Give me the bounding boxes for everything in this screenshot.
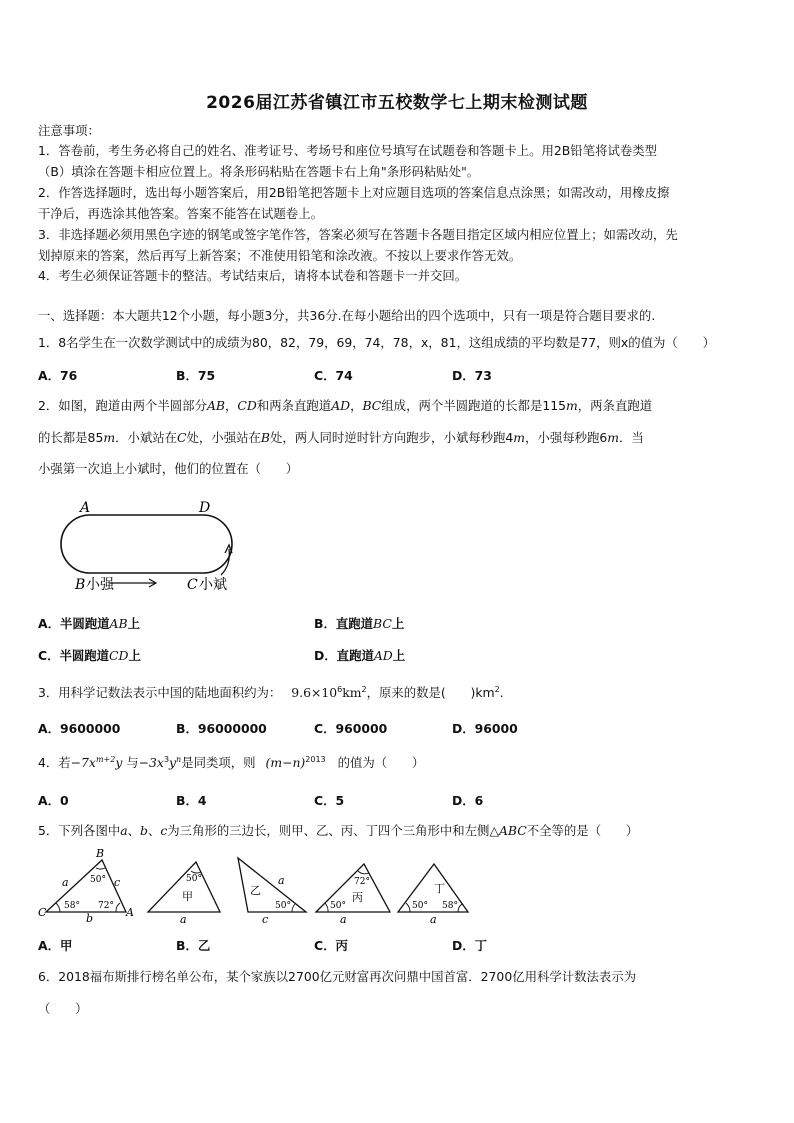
q3-stem <box>38 683 504 701</box>
angle-arc <box>96 868 105 869</box>
q2-text: ， <box>350 398 363 413</box>
q3-option-d: D．96000 <box>452 721 518 736</box>
q5-option-d: D．丁 <box>452 938 488 953</box>
angle-arc <box>116 903 120 912</box>
q4-term1-y: y <box>115 755 123 770</box>
q1-option-b: B．75 <box>176 368 216 383</box>
q5-text: 不全等的是（ ） <box>526 823 639 838</box>
q2-math: m <box>607 430 620 445</box>
q5-text: 5．下列各图中 <box>38 823 121 838</box>
q1-stem: 1．8名学生在一次数学测试中的成绩为80，82，79，69，74，78，x，81，这组成绩的平均数是77，则x的值为（ ） <box>38 335 715 350</box>
option-text: 上 <box>128 648 141 663</box>
q3-option-a: A．9600000 <box>38 721 121 736</box>
triangles-figure <box>38 846 478 928</box>
side-label-a: a <box>340 913 347 926</box>
angle-label: 72° <box>98 901 114 911</box>
q2-math: m <box>103 430 116 445</box>
q2-math: B <box>260 430 270 445</box>
q2-text: ．小斌站在 <box>115 430 178 445</box>
q5-text: 、 <box>147 823 161 838</box>
angle-label: 58° <box>64 901 80 911</box>
option-text: 上 <box>391 616 405 631</box>
q2-text: 组成，两个半圆跑道的长都是115 <box>381 398 567 413</box>
side-label-a: a <box>180 913 187 926</box>
q3-unit: km <box>342 685 362 700</box>
angle-arc <box>191 871 201 873</box>
q2-math: AB <box>206 398 226 413</box>
q2-text: ，两条直跑道 <box>577 398 653 413</box>
triangle-name-yi: 乙 <box>250 884 261 897</box>
q2-option-a <box>38 614 140 632</box>
track-figure <box>55 497 255 599</box>
q3-exp: 6 <box>337 684 343 694</box>
track-label-xiaoqiang: 小强 <box>86 577 114 593</box>
q2-option-d <box>314 646 405 664</box>
q5-stem <box>38 821 638 839</box>
q4-expr-exp: 2013 <box>305 754 326 764</box>
angle-arc <box>406 903 410 912</box>
q3-option-b: B．96000000 <box>176 721 267 736</box>
q5-option-b: B．乙 <box>176 938 211 953</box>
option-math: BC <box>373 616 392 631</box>
q5-math: c <box>160 823 168 838</box>
q2-option-b <box>314 614 404 632</box>
angle-label: 58° <box>442 901 458 911</box>
q2-text: 和两条直跑道 <box>256 398 332 413</box>
q4-expr: (m−n) <box>265 755 306 770</box>
triangle-bing <box>316 864 390 912</box>
q2-line-2 <box>38 428 644 446</box>
angle-arc <box>292 904 295 912</box>
q4-term1-exp: m+2 <box>95 754 116 764</box>
q5-option-c: C．丙 <box>314 938 348 953</box>
q5-math: a <box>120 823 128 838</box>
section-heading: 一、选择题：本大题共12个小题，每小题3分，共36分.在每小题给出的四个选项中，只有一项是符合题目要求的. <box>38 308 656 323</box>
option-math: AD <box>373 648 393 663</box>
notice-line: （B）填涂在答题卡相应位置上。将条形码粘贴在答题卡右上角"条形码粘贴处"。 <box>38 164 480 179</box>
q4-stem <box>38 753 424 771</box>
angle-label: 50° <box>275 901 291 911</box>
option-text: A．半圆跑道 <box>38 616 110 631</box>
notice-line: 3．非选择题必须用黑色字迹的钢笔或签字笔作答，答案必须写在答题卡各题目指定区域内相应位置上；如需改动，先 <box>38 227 678 242</box>
q2-math: BC <box>362 398 382 413</box>
q3-tail: ，原来的数是( )km <box>366 685 495 700</box>
q2-text: 处，小强站在 <box>186 430 261 445</box>
q4-text: 是同类项，则 <box>181 755 256 770</box>
q3-tailexp: 2 <box>494 684 500 694</box>
angle-label: 50° <box>90 875 106 885</box>
option-math: CD <box>109 648 129 663</box>
track-label-xiaobin: 小斌 <box>199 577 227 593</box>
triangle-label-c: C <box>38 906 47 919</box>
q3-text: 3．用科学记数法表示中国的陆地面积约为： <box>38 685 282 700</box>
notice-heading: 注意事项： <box>38 123 100 138</box>
q4-option-d: D．6 <box>452 793 484 808</box>
triangle-name-jia: 甲 <box>182 890 193 903</box>
q5-math: b <box>140 823 148 838</box>
q4-text: 与 <box>122 755 139 770</box>
q4-term2-yexp: n <box>176 754 182 764</box>
q3-option-c: C．960000 <box>314 721 388 736</box>
q4-term1: −7x <box>70 755 96 770</box>
q3-expr: 9.6×10 <box>291 685 338 700</box>
triangle-name-bing: 丙 <box>352 891 363 904</box>
q2-line-1 <box>38 396 652 414</box>
triangle-jia <box>148 862 220 912</box>
q5-text: 、 <box>127 823 141 838</box>
side-label-a: a <box>278 874 285 887</box>
q2-math: AD <box>331 398 351 413</box>
notice-line: 1．答卷前，考生务必将自己的姓名、准考证号、考场号和座位号填写在试题卷和答题卡上。用2B铅笔将试卷类型 <box>38 143 658 158</box>
q3-end: . <box>499 685 504 700</box>
side-label-a: a <box>62 876 69 889</box>
q5-math: △ABC <box>489 823 527 838</box>
angle-label: 50° <box>330 901 346 911</box>
q4-term2-exp: 3 <box>163 754 170 764</box>
q2-line-3: 小强第一次追上小斌时，他们的位置在（ ） <box>38 461 299 476</box>
track-label-b: B <box>75 577 86 593</box>
side-label-c: c <box>262 913 269 926</box>
side-label-a: a <box>430 913 437 926</box>
q2-text: ，小强每秒跑6 <box>525 430 608 445</box>
q1-option-d: D．73 <box>452 368 492 383</box>
q4-term2-y: y <box>169 755 177 770</box>
q2-math: C <box>177 430 187 445</box>
option-text: C．半圆跑道 <box>38 648 110 663</box>
notice-line: 2．作答选择题时，选出每小题答案后，用2B铅笔把答题卡上对应题目选项的答案信息点涂黑；如需改动，用橡皮擦 <box>38 185 670 200</box>
q4-term2: −3x <box>138 755 164 770</box>
q1-option-a: A．76 <box>38 368 78 383</box>
q4-option-b: B．4 <box>176 793 207 808</box>
triangle-label-b: B <box>96 847 105 860</box>
q2-math: CD <box>237 398 257 413</box>
angle-label: 50° <box>412 901 428 911</box>
q5-option-a: A．甲 <box>38 938 73 953</box>
track-label-c: C <box>187 577 198 593</box>
track-arrowhead <box>225 545 232 553</box>
side-label-b: b <box>86 912 94 925</box>
triangle-yi <box>238 858 306 912</box>
triangle-name-ding: 丁 <box>434 882 445 895</box>
option-math: AB <box>109 616 128 631</box>
option-text: 上 <box>392 648 406 663</box>
q2-text: ．当 <box>619 430 644 445</box>
notice-line: 4．考生必须保证答题卡的整洁。考试结束后，请将本试卷和答题卡一并交回。 <box>38 268 468 283</box>
option-text: 上 <box>127 616 140 631</box>
track-outline <box>61 515 232 573</box>
track-label-d: D <box>199 500 211 516</box>
q6-paren: （ ） <box>38 1001 88 1016</box>
q2-text: ， <box>225 398 238 413</box>
q2-text: 处，两人同时逆时针方向跑步，小斌每秒跑4 <box>269 430 514 445</box>
q2-option-c <box>38 646 141 664</box>
page-title: 2026届江苏省镇江市五校数学七上期末检测试题 <box>206 93 588 113</box>
q1-option-c: C．74 <box>314 368 353 383</box>
q2-text: 2．如图，跑道由两个半圆部分 <box>38 398 207 413</box>
q4-text: 4．若 <box>38 755 71 770</box>
angle-arc <box>458 904 462 912</box>
angle-arc <box>56 903 60 912</box>
q2-math: m <box>513 430 526 445</box>
q4-text: 的值为（ ） <box>337 755 425 770</box>
q2-text: 的长都是85 <box>38 430 104 445</box>
q2-math: m <box>566 398 578 413</box>
option-text: B．直跑道 <box>314 616 374 631</box>
side-label-c: c <box>114 876 121 889</box>
track-label-a: A <box>80 500 91 516</box>
q4-option-c: C．5 <box>314 793 345 808</box>
q3-unitexp: 2 <box>361 684 367 694</box>
angle-label: 50° <box>186 874 202 884</box>
notice-line: 划掉原来的答案，然后再写上新答案；不准使用铅笔和涂改液。不按以上要求作答无效。 <box>38 248 522 263</box>
angle-label: 72° <box>354 877 370 887</box>
q5-text: 为三角形的三边长，则甲、乙、丙、丁四个三角形中和左侧 <box>167 823 490 838</box>
angle-arc <box>325 903 328 912</box>
option-text: D．直跑道 <box>314 648 374 663</box>
triangle-label-a: A <box>126 906 134 919</box>
q6-stem: 6．2018福布斯排行榜名单公布，某个家族以2700亿元财富再次问鼎中国首富．2700亿用科学计数法表示为 <box>38 969 637 984</box>
notice-line: 干净后，再选涂其他答案。答案不能答在试题卷上。 <box>38 206 323 221</box>
q4-option-a: A．0 <box>38 793 69 808</box>
